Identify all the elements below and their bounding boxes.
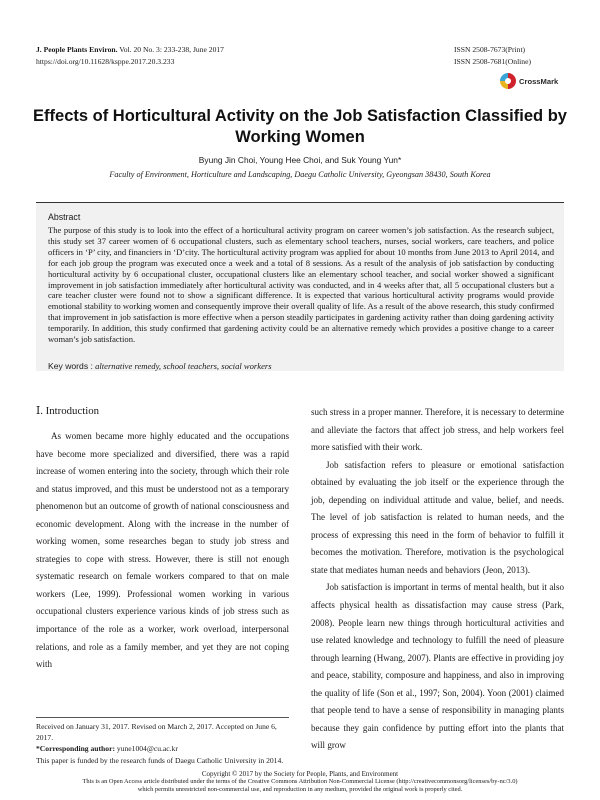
footnotes bbox=[36, 721, 289, 766]
body-paragraph: Job satisfaction refers to pleasure or emotional satisfaction obtained by evaluating the job itself or the experience through the job, depending on individual attitude and value, belief, and needs. The level of job satisfaction is related to human needs, and the process of expressing this need in the form of behavior to fulfill it becomes the motivation. Therefore, motivation is the psychological state that mediates human needs and behaviors (Jeon, 2013). bbox=[311, 459, 564, 575]
corresponding-label: *Corresponding author: bbox=[36, 744, 115, 754]
keywords-line bbox=[48, 361, 272, 371]
author-list: Byung Jin Choi, Young Hee Choi, and Suk Young Yun* bbox=[198, 155, 402, 165]
keywords-list: alternative remedy, school teachers, social workers bbox=[95, 361, 272, 371]
volume-info: Vol. 20 No. 3: 233-238, June 2017 bbox=[119, 45, 224, 54]
crossmark-icon bbox=[500, 73, 516, 89]
left-column bbox=[36, 428, 289, 674]
section-heading: Ⅰ. Introduction bbox=[36, 405, 100, 417]
corresponding-author bbox=[36, 743, 289, 754]
doi-link[interactable]: https://doi.org/10.11628/ksppe.2017.20.3.233 bbox=[36, 57, 175, 66]
license-line: This is an Open Access article distributed under the terms of the Creative Commons Attribution Non-Commercial License (http://creativecommonsorg/licenses/by-nc/3.0) bbox=[82, 778, 518, 786]
issn-online: ISSN 2508-7681(Online) bbox=[454, 57, 531, 66]
copyright-block bbox=[30, 771, 570, 793]
right-column bbox=[311, 404, 564, 755]
license-line-2: which permits unrestricted non-commercial use, and reproduction in any medium, provided the original work is properly cited. bbox=[137, 785, 463, 793]
corresponding-email[interactable]: yune1004@cu.ac.kr bbox=[116, 744, 178, 754]
journal-name: J. People Plants Environ. bbox=[36, 45, 118, 54]
keywords-label: Key words : bbox=[48, 361, 93, 371]
continued-paragraph: such stress in a proper manner. Therefore, it is necessary to determine and alleviate the factors that affect job stress, and help workers feel more satisfied with their work. bbox=[311, 407, 564, 453]
abstract-heading: Abstract bbox=[48, 212, 81, 222]
crossmark-label: CrossMark bbox=[519, 76, 559, 86]
intro-paragraph: As women became more highly educated and the occupations have become more specialized and diversified, there was a rapid increase of women entering into the society, through which their role and status improved, and this must be understood not as a temporary phenomenon but an outcome of growth of national consciousness and economic development. Along with the increase in the number of working women, some researches began to study job stress and strategies to cope with stress. However, there is still not enough systematic research on female workers compared to that on male workers (Lee, 1999). Professional women working in various occupational clusters experience various kinds of job stress such as importance of the role as a worker, work overload, interpersonal relations, and role as a family member, and yet they are not coping with bbox=[36, 431, 289, 670]
funding-note: This paper is funded by the research funds of Daegu Catholic University in 2014. bbox=[36, 755, 284, 765]
issn-block bbox=[454, 44, 564, 68]
abstract-text: The purpose of this study is to look into the effect of a horticultural activity program on career women’s job satisfaction. As the research subject, this study set 37 career women of 6 occupational clusters, such as elementary school teachers, nurses, social workers, care teachers, and police officers in ‘P’ city, and financiers in ‘D’city. The horticultural activity program was applied for about 10 months from June 2013 to April 2014, and for each job group the program was executed once a week and a total of 8 sessions. As a result of the analysis of job satisfaction by conducting horticultural activity by 6 occupational cluster, occupational clusters like an elementary school teacher, and social worker showed a significant improvement in job satisfaction immediately after horticultural activity was conducted, and in 4 weeks after that, all 5 occupational clusters but a care teacher cluster were found not to show a significant difference. It is expected that various horticultural activity programs would provide emotional stability to working women and consequently improve their overall quality of life. As a result of the above research, this study confirmed that improvement in job satisfaction is more effective when a person steadily participates in gardening activity rather than doing gardening activity temporarily. In addition, this study confirmed that gardening activity could be an alternative remedy which provides a positive change to a career woman’s job satisfaction. bbox=[48, 225, 554, 345]
issn-print: ISSN 2508-7673(Print) bbox=[454, 45, 526, 54]
received-dates: Received on January 31, 2017. Revised on March 2, 2017. Accepted on June 6, 2017. bbox=[36, 722, 277, 743]
affiliation: Faculty of Environment, Horticulture and Landscaping, Daegu Catholic University, Gyeongsan 38430, South Korea bbox=[109, 170, 491, 179]
journal-header bbox=[36, 44, 224, 68]
paper-title: Effects of Horticultural Activity on the Job Satisfaction Classified by Working Women bbox=[33, 107, 567, 146]
copyright-line: Copyright © 2017 by the Society for People, Plants, and Environment bbox=[201, 770, 399, 778]
footnote-rule bbox=[36, 717, 289, 718]
body-paragraph: Job satisfaction is important in terms of mental health, but it also affects physical health as dissatisfaction may cause stress (Park, 2008). People learn new things through horticultural activities and use related knowledge and technology to fulfill the need of pleasure through learning (Hwang, 2007). Plants are effective in providing joy and peace, stability, composure and happiness, and also in improving the quality of life (Son et al., 1997; Son, 2004). Yoon (2001) claimed that people tend to have a sense of responsibility in managing plants because they gain confidence by putting effort into the plants that will grow bbox=[311, 582, 564, 751]
crossmark-badge[interactable] bbox=[500, 72, 566, 90]
